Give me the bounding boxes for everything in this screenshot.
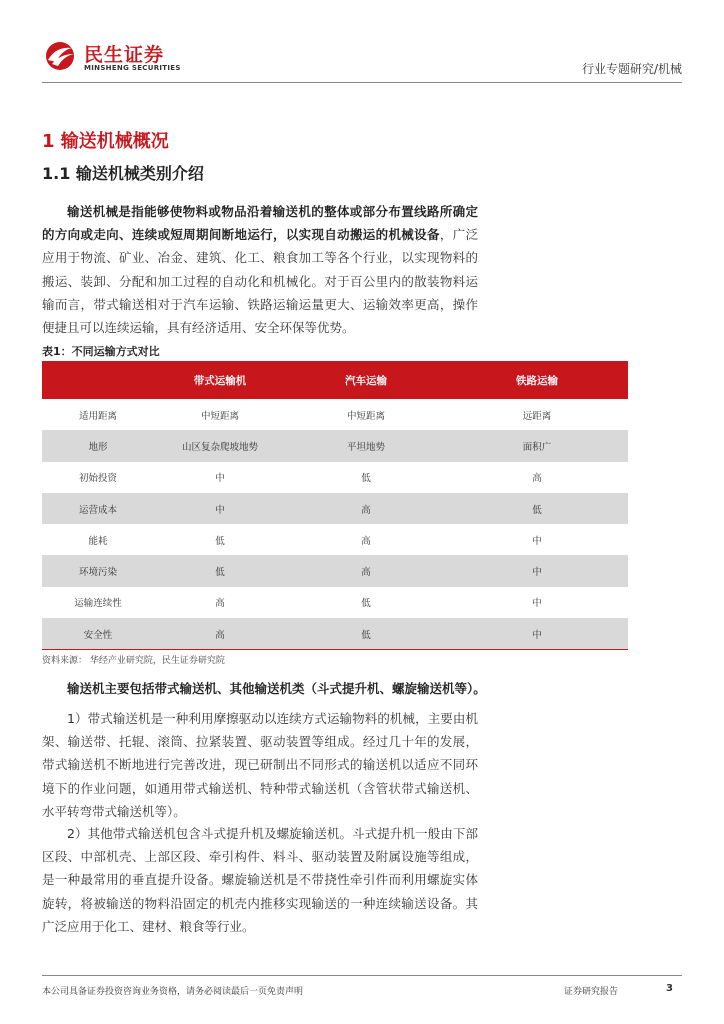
table-cell: 低 <box>361 473 371 485</box>
table-row <box>42 430 628 461</box>
table-bottom-rule <box>42 649 628 650</box>
brand-name-en: MINSHENG SECURITIES <box>84 64 181 72</box>
table-cell: 中 <box>532 598 542 610</box>
footer-doc-type: 证券研究报告 <box>564 987 619 997</box>
row-label: 安全性 <box>42 618 154 649</box>
footer-disclaimer: 本公司具备证券投资咨询业务资格，请务必阅读最后一页免责声明 <box>42 987 304 997</box>
table-cell: 低 <box>215 535 225 547</box>
table-row <box>42 462 628 493</box>
table-header-cell: 带式运输机 <box>154 361 286 399</box>
table-row <box>42 524 628 555</box>
table-cell: 高 <box>286 555 446 586</box>
table-header-row <box>42 361 628 399</box>
table-title: 表1：不同运输方式对比 <box>42 345 160 358</box>
table-cell: 高 <box>286 493 446 524</box>
table-cell: 高 <box>154 618 286 649</box>
summary-sentence: 输送机主要包括带式输送机、其他输送机类（斗式提升机、螺旋输送机等）。 <box>67 681 486 696</box>
table-cell: 中 <box>532 535 542 547</box>
row-label: 能耗 <box>88 535 108 547</box>
row-label: 适用距离 <box>78 410 117 422</box>
table-row <box>42 587 628 618</box>
intro-bold-text: 输送机械是指能够使物料或物品沿着输送机的整体或部分布置线路所确定的方向或走向、连续或短周期间断地运行，以实现自动搬运的机械设备 <box>42 204 478 243</box>
transport-comparison-table <box>42 361 628 649</box>
brand-logo <box>42 38 182 78</box>
footer-divider <box>42 975 682 976</box>
table-row <box>42 555 628 586</box>
report-type: 行业专题研究/机械 <box>581 62 682 76</box>
table-row <box>42 399 628 430</box>
intro-paragraph <box>42 200 478 339</box>
table-cell: 低 <box>154 555 286 586</box>
intro-rest-text: ，广泛应用于物流、矿业、冶金、建筑、化工、粮食加工等各个行业，以实现物料的搬运、装卸、分配和加工过程的自动化和机械化。对于百公里内的散装物料运输而言，带式输送相对于汽车运输、铁路运输运量更大、运输效率更高，操作便捷且可以连续运输，具有经济适用、安全环保等优势。 <box>42 227 478 336</box>
table-cell: 中 <box>154 493 286 524</box>
subsection-heading: 1.1 输送机械类别介绍 <box>42 164 204 183</box>
row-label: 初始投资 <box>78 473 117 485</box>
row-label: 环境污染 <box>42 555 154 586</box>
row-label: 运输连续性 <box>74 598 122 610</box>
header-divider <box>42 82 682 83</box>
minsheng-logo-icon <box>42 40 80 72</box>
table-cell: 高 <box>532 473 542 485</box>
table-source: 资料来源： 华经产业研究院，民生证券研究院 <box>42 656 225 666</box>
row-label: 运营成本 <box>42 493 154 524</box>
table-cell: 低 <box>286 618 446 649</box>
table-header-cell: 铁路运输 <box>446 361 628 399</box>
table-cell: 平坦地势 <box>286 430 446 461</box>
table-cell: 山区复杂爬坡地势 <box>154 430 286 461</box>
table-row <box>42 493 628 524</box>
table-cell: 低 <box>361 598 371 610</box>
page-header <box>42 38 682 84</box>
row-label: 地形 <box>42 430 154 461</box>
page-number: 3 <box>666 983 673 994</box>
other-conveyor-paragraph: 2）其他带式输送机包含斗式提升机及螺旋输送机。斗式提升机一般由下部区段、中部机壳、上部区段、牵引构件、料斗、驱动装置及附属设施等组成，是一种最常用的垂直提升设备。螺旋输送机是不带挠性牵引件而利用螺旋实体旋转，将被输送的物料沿固定的机壳内推移实现输送的一种连续输送设备。其广泛应用于化工、建材、粮食等行业。 <box>42 826 478 934</box>
section-heading: 1 输送机械概况 <box>42 131 169 152</box>
table-row <box>42 618 628 649</box>
table-cell: 远距离 <box>522 410 552 422</box>
table-cell: 中 <box>446 618 628 649</box>
table-cell: 高 <box>361 535 371 547</box>
table-cell: 高 <box>215 598 225 610</box>
table-cell: 中 <box>215 473 225 485</box>
brand-name-cn: 民生证券 <box>84 44 165 66</box>
table-header-cell: 汽车运输 <box>286 361 446 399</box>
table-cell: 中短距离 <box>346 410 385 422</box>
table-cell: 中 <box>446 555 628 586</box>
belt-conveyor-paragraph: 1）带式输送机是一种利用摩擦驱动以连续方式运输物料的机械，主要由机架、输送带、托辊、滚筒、拉紧装置、驱动装置等组成。经过几十年的发展，带式输送机不断地进行完善改进，现已研制出不同形式的输送机以适应不同环境下的作业问题，如通用带式输送机、特种带式输送机（含管状带式输送机、水平转弯带式输送机等）。 <box>42 711 478 819</box>
table-header-cell <box>42 361 154 399</box>
table-cell: 中短距离 <box>200 410 239 422</box>
table-cell: 低 <box>446 493 628 524</box>
table-cell: 面积广 <box>446 430 628 461</box>
